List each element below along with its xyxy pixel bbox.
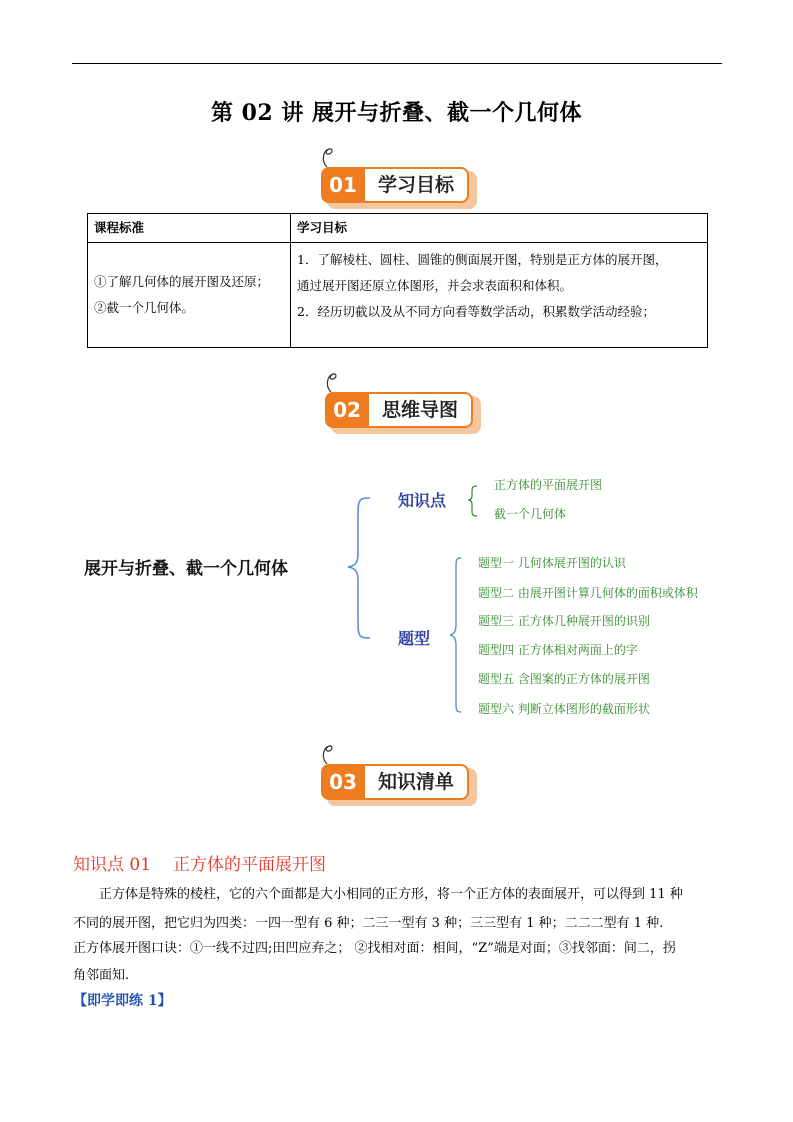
knowledge-point-label: 知识点 01 [73, 855, 152, 875]
standard-line: ②截一个几何体。 [94, 300, 195, 315]
section-badge-02 [325, 382, 495, 442]
curl-icon [319, 742, 339, 766]
standard-line: ①了解几何体的展开图及还原； [94, 274, 270, 289]
mindmap-item: 题型五 含图案的正方体的展开图 [478, 672, 650, 686]
mindmap-item: 题型四 正方体相对两面上的字 [478, 643, 638, 657]
mindmap-item: 题型二 由展开图计算几何体的面积或体积 [478, 586, 698, 600]
section-number: 02 [325, 392, 369, 428]
objective-line: 1．了解棱柱、圆柱、圆锥的侧面展开图，特别是正方体的展开图， [297, 252, 668, 267]
section-badge-01 [321, 157, 491, 217]
section-label: 学习目标 [365, 167, 469, 203]
mindmap-item: 题型一 几何体展开图的认识 [478, 556, 626, 570]
objective-line: 2．经历切截以及从不同方向看等数学活动，积累数学活动经验； [297, 304, 655, 319]
standard-cell [88, 243, 291, 348]
curl-icon [323, 370, 343, 394]
section-number: 03 [321, 764, 365, 800]
section-label: 知识清单 [365, 764, 469, 800]
mindmap-item: 截一个几何体 [494, 507, 567, 521]
mindmap-root: 展开与折叠、截一个几何体 [84, 559, 288, 579]
question-type-brace [445, 556, 465, 716]
practice-label: 【即学即练 1】 [73, 993, 172, 1009]
header-rule [72, 63, 722, 64]
mindmap-item: 题型三 正方体几种展开图的识别 [478, 614, 650, 628]
mindmap-category-types: 题型 [398, 629, 431, 648]
knowledge-brace [468, 486, 477, 516]
section-number: 01 [321, 167, 365, 203]
objective-line: 通过展开图还原立体图形，并会求表面积和体积。 [297, 278, 573, 293]
table-header-standard: 课程标准 [88, 214, 291, 243]
table-header-objective: 学习目标 [291, 214, 708, 243]
paragraph-line: 正方体展开图口诀：①一线不过四;田凹应弃之； ②找相对面：相间，“Z”端是对面；③找邻面：间二，拐 [73, 941, 676, 956]
main-brace [348, 498, 370, 638]
goals-table [87, 213, 708, 348]
paragraph-line: 不同的展开图，把它归为四类：一四一型有 6 种；二三一型有 3 种；三三型有 1 种；二二二型有 1 种. [73, 916, 664, 931]
page-title: 第 02 讲 展开与折叠、截一个几何体 [210, 100, 583, 126]
paragraph-line: 角邻面知. [73, 968, 130, 983]
mindmap-item: 正方体的平面展开图 [494, 478, 603, 492]
paragraph-line: 正方体是特殊的棱柱，它的六个面都是大小相同的正方形，将一个正方体的表面展开，可以得到 11 种 [99, 887, 683, 902]
curl-icon [319, 145, 339, 169]
section-badge-03 [321, 754, 491, 814]
mindmap-category-knowledge: 知识点 [398, 491, 447, 510]
objective-cell [291, 243, 708, 348]
section-label: 思维导图 [369, 392, 473, 428]
knowledge-point-title: 正方体的平面展开图 [173, 855, 327, 875]
mindmap-item: 题型六 判断立体图形的截面形状 [478, 702, 650, 716]
knowledge-point-heading [73, 850, 326, 875]
